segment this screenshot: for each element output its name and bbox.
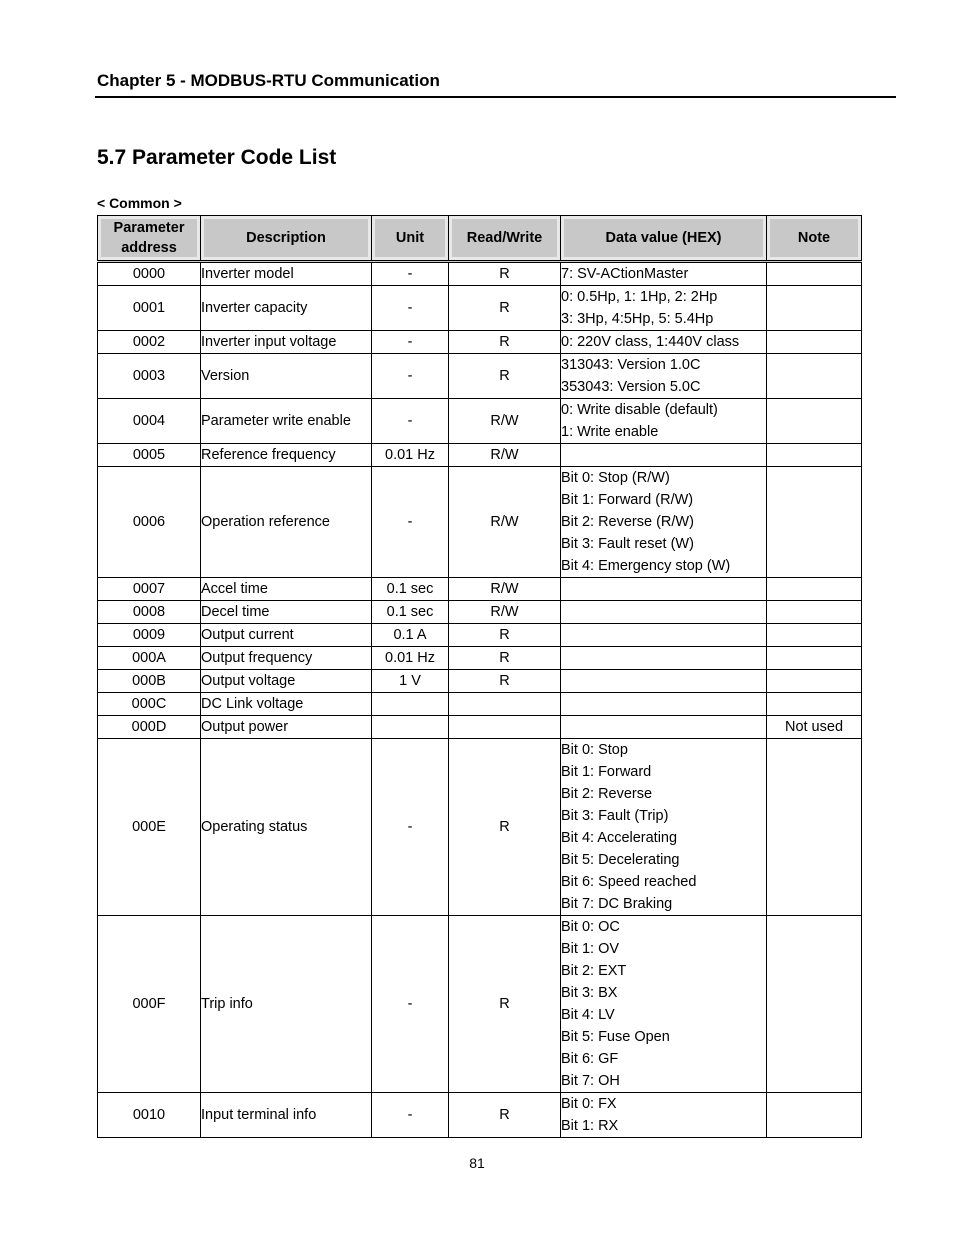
cell-address: 000C <box>98 693 201 716</box>
cell-unit <box>372 716 449 739</box>
cell-data-value <box>561 670 767 693</box>
cell-note <box>767 354 862 399</box>
cell-data-value <box>561 693 767 716</box>
table-row <box>98 670 862 693</box>
cell-description: Inverter input voltage <box>201 331 372 354</box>
cell-data-value <box>561 647 767 670</box>
cell-data-value <box>561 286 767 331</box>
cell-unit: - <box>372 1093 449 1138</box>
cell-description: Output frequency <box>201 647 372 670</box>
cell-read-write: R/W <box>449 578 561 601</box>
data-value-line: Bit 2: EXT <box>561 963 627 979</box>
parameter-table <box>97 215 862 1138</box>
cell-read-write <box>449 716 561 739</box>
section-title: 5.7 Parameter Code List <box>97 146 337 169</box>
data-value-line: Bit 4: Accelerating <box>561 830 678 846</box>
data-value-line: Bit 0: FX <box>561 1096 617 1112</box>
cell-data-value <box>561 262 767 286</box>
data-value-line: Bit 5: Decelerating <box>561 852 680 868</box>
cell-description: Inverter model <box>201 262 372 286</box>
cell-address: 0006 <box>98 467 201 578</box>
cell-note <box>767 670 862 693</box>
cell-address: 0003 <box>98 354 201 399</box>
data-value-line: Bit 1: Forward (R/W) <box>561 492 694 508</box>
cell-description: DC Link voltage <box>201 693 372 716</box>
cell-address: 0001 <box>98 286 201 331</box>
cell-note <box>767 578 862 601</box>
table-row <box>98 467 862 578</box>
cell-data-value <box>561 354 767 399</box>
cell-read-write: R/W <box>449 444 561 467</box>
data-value-line: 353043: Version 5.0C <box>561 379 701 395</box>
cell-note <box>767 693 862 716</box>
cell-unit: 1 V <box>372 670 449 693</box>
cell-note <box>767 1093 862 1138</box>
cell-note <box>767 399 862 444</box>
cell-description: Reference frequency <box>201 444 372 467</box>
cell-description: Version <box>201 354 372 399</box>
cell-unit: - <box>372 286 449 331</box>
cell-address: 0007 <box>98 578 201 601</box>
data-value-line: Bit 0: Stop <box>561 742 628 758</box>
table-row <box>98 331 862 354</box>
cell-data-value <box>561 578 767 601</box>
data-value-line: Bit 4: LV <box>561 1007 615 1023</box>
data-value-line: Bit 6: GF <box>561 1051 619 1067</box>
cell-read-write: R/W <box>449 399 561 444</box>
table-row <box>98 262 862 286</box>
cell-read-write: R <box>449 286 561 331</box>
data-value-line: Bit 1: RX <box>561 1118 619 1134</box>
cell-data-value <box>561 716 767 739</box>
cell-note: Not used <box>767 716 862 739</box>
cell-read-write: R <box>449 331 561 354</box>
cell-unit <box>372 693 449 716</box>
cell-unit: 0.01 Hz <box>372 444 449 467</box>
cell-address: 000D <box>98 716 201 739</box>
cell-address: 0010 <box>98 1093 201 1138</box>
cell-read-write: R <box>449 354 561 399</box>
cell-note <box>767 331 862 354</box>
cell-unit: - <box>372 467 449 578</box>
table-row <box>98 624 862 647</box>
table-body <box>98 262 862 1138</box>
cell-unit: 0.1 A <box>372 624 449 647</box>
col-header-address-label: Parameter address <box>113 220 185 256</box>
cell-unit: - <box>372 331 449 354</box>
cell-description: Input terminal info <box>201 1093 372 1138</box>
cell-description: Decel time <box>201 601 372 624</box>
data-value-line: Bit 6: Speed reached <box>561 874 697 890</box>
cell-unit: - <box>372 739 449 916</box>
section-subtitle: < Common > <box>97 195 182 211</box>
data-value-line: Bit 0: Stop (R/W) <box>561 470 670 486</box>
cell-read-write: R/W <box>449 467 561 578</box>
cell-description: Output voltage <box>201 670 372 693</box>
data-value-line: 313043: Version 1.0C <box>561 357 701 373</box>
cell-data-value <box>561 624 767 647</box>
cell-read-write: R <box>449 262 561 286</box>
cell-read-write <box>449 693 561 716</box>
cell-data-value <box>561 399 767 444</box>
cell-data-value <box>561 1093 767 1138</box>
cell-unit: - <box>372 916 449 1093</box>
col-header-data-value: Data value (HEX) <box>561 216 767 262</box>
table-row <box>98 399 862 444</box>
table-row <box>98 601 862 624</box>
table-row <box>98 578 862 601</box>
cell-read-write: R <box>449 624 561 647</box>
cell-address: 000A <box>98 647 201 670</box>
cell-note <box>767 467 862 578</box>
data-value-line: 0: 220V class, 1:440V class <box>561 334 740 350</box>
cell-description: Inverter capacity <box>201 286 372 331</box>
cell-data-value <box>561 444 767 467</box>
cell-note <box>767 444 862 467</box>
col-header-address <box>98 216 201 262</box>
data-value-line: Bit 1: OV <box>561 941 620 957</box>
data-value-line: Bit 0: OC <box>561 919 620 935</box>
table-row <box>98 647 862 670</box>
table-row <box>98 716 862 739</box>
cell-note <box>767 916 862 1093</box>
cell-read-write: R <box>449 739 561 916</box>
table-header-row <box>98 216 862 262</box>
col-header-read-write: Read/Write <box>449 216 561 262</box>
cell-unit: - <box>372 399 449 444</box>
data-value-line: 3: 3Hp, 4:5Hp, 5: 5.4Hp <box>561 311 714 327</box>
data-value-line: Bit 7: DC Braking <box>561 896 673 912</box>
cell-address: 0005 <box>98 444 201 467</box>
cell-note <box>767 647 862 670</box>
table-row <box>98 444 862 467</box>
cell-note <box>767 624 862 647</box>
cell-address: 0004 <box>98 399 201 444</box>
cell-description: Output current <box>201 624 372 647</box>
table-row <box>98 693 862 716</box>
cell-read-write: R <box>449 1093 561 1138</box>
cell-description: Trip info <box>201 916 372 1093</box>
cell-note <box>767 286 862 331</box>
cell-description: Output power <box>201 716 372 739</box>
data-value-line: 0: Write disable (default) <box>561 402 718 418</box>
cell-unit: 0.1 sec <box>372 578 449 601</box>
cell-data-value <box>561 916 767 1093</box>
data-value-line: 7: SV-ACtionMaster <box>561 266 689 282</box>
cell-description: Operating status <box>201 739 372 916</box>
data-value-line: Bit 4: Emergency stop (W) <box>561 558 731 574</box>
cell-data-value <box>561 467 767 578</box>
page-number: 81 <box>469 1155 485 1171</box>
cell-note <box>767 739 862 916</box>
cell-unit: - <box>372 354 449 399</box>
cell-data-value <box>561 739 767 916</box>
cell-address: 000E <box>98 739 201 916</box>
cell-unit: 0.1 sec <box>372 601 449 624</box>
cell-address: 0002 <box>98 331 201 354</box>
cell-read-write: R <box>449 670 561 693</box>
cell-description: Accel time <box>201 578 372 601</box>
cell-address: 000F <box>98 916 201 1093</box>
cell-read-write: R <box>449 647 561 670</box>
col-header-description: Description <box>201 216 372 262</box>
cell-data-value <box>561 331 767 354</box>
data-value-line: Bit 3: BX <box>561 985 618 1001</box>
cell-note <box>767 601 862 624</box>
data-value-line: Bit 5: Fuse Open <box>561 1029 670 1045</box>
data-value-line: Bit 1: Forward <box>561 764 652 780</box>
cell-unit: 0.01 Hz <box>372 647 449 670</box>
cell-read-write: R/W <box>449 601 561 624</box>
col-header-note: Note <box>767 216 862 262</box>
data-value-line: Bit 2: Reverse (R/W) <box>561 514 694 530</box>
table-row <box>98 286 862 331</box>
table-row <box>98 1093 862 1138</box>
cell-description: Parameter write enable <box>201 399 372 444</box>
chapter-heading: Chapter 5 - MODBUS-RTU Communication <box>97 71 440 90</box>
header-rule <box>95 96 896 98</box>
data-value-line: Bit 3: Fault reset (W) <box>561 536 694 552</box>
data-value-line: 0: 0.5Hp, 1: 1Hp, 2: 2Hp <box>561 289 718 305</box>
data-value-line: Bit 2: Reverse <box>561 786 653 802</box>
col-header-unit: Unit <box>372 216 449 262</box>
cell-address: 0008 <box>98 601 201 624</box>
cell-address: 000B <box>98 670 201 693</box>
cell-read-write: R <box>449 916 561 1093</box>
data-value-line: Bit 3: Fault (Trip) <box>561 808 669 824</box>
cell-address: 0009 <box>98 624 201 647</box>
table-row <box>98 739 862 916</box>
cell-description: Operation reference <box>201 467 372 578</box>
table-row <box>98 916 862 1093</box>
data-value-line: Bit 7: OH <box>561 1073 620 1089</box>
table-row <box>98 354 862 399</box>
data-value-line: 1: Write enable <box>561 424 659 440</box>
cell-unit: - <box>372 262 449 286</box>
cell-note <box>767 262 862 286</box>
cell-data-value <box>561 601 767 624</box>
cell-address: 0000 <box>98 262 201 286</box>
